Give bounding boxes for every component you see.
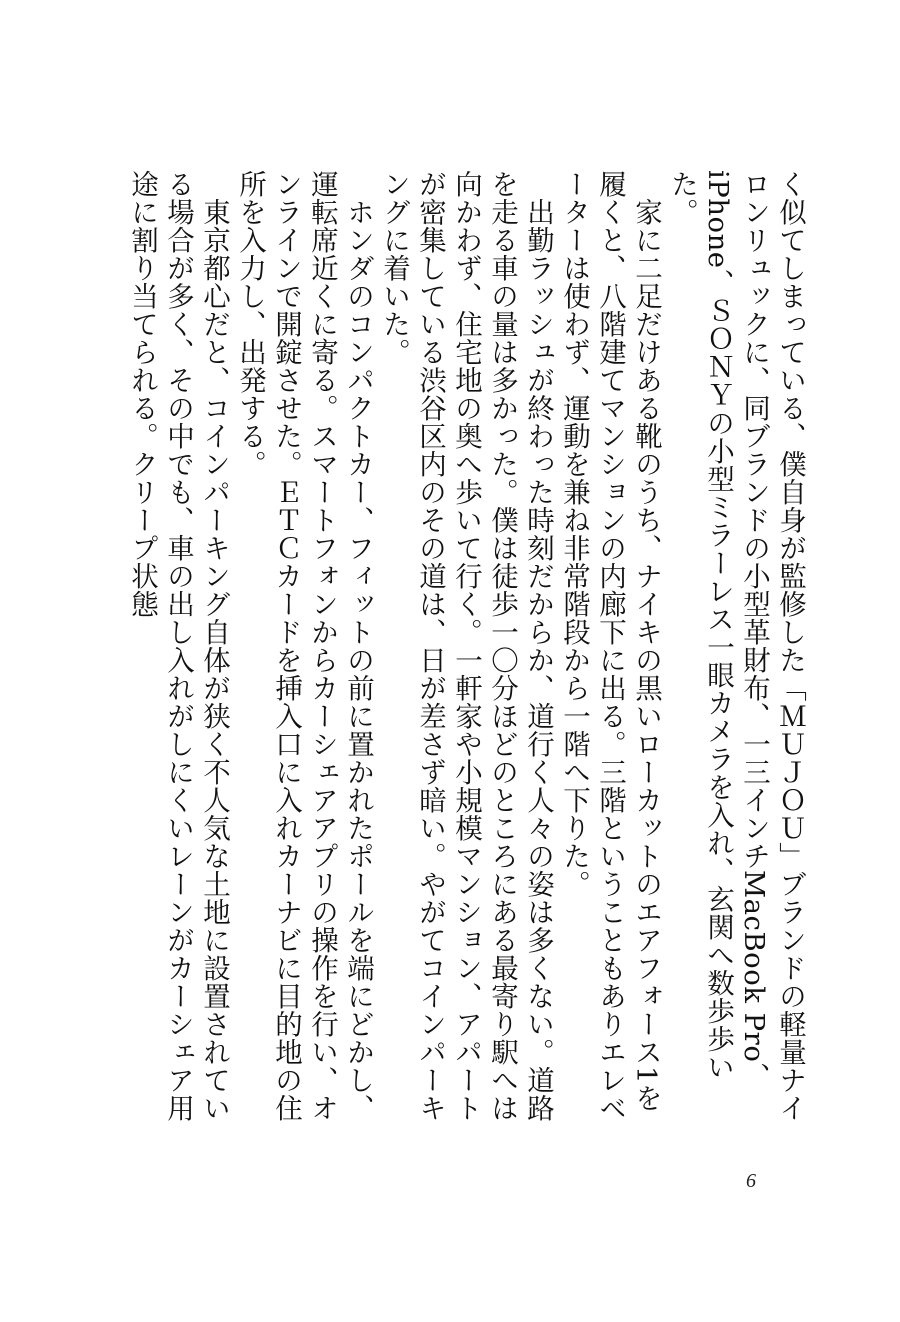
paragraph-2: 家に二足だけある靴のうち、ナイキの黒いローカットのエアフォース1を履くと、八階建てマンションの内廊下に出る。三階ということもありエレベーターは使わず、運動を兼ね非常階段から一階へ下りた。: [558, 170, 662, 1122]
paragraph-5: 東京都心だと、コインパーキング自体が狭く不人気な土地に設置されている場合が多く、その中でも、車の出し入れがしにくいレーンがカーシェア用途に割り当てられる。クリープ状態: [126, 170, 230, 1122]
paragraph-1: く似てしまっている、僕自身が監修した「ＭＵＪＯＵ」ブランドの軽量ナイロンリュックに、同ブランドの小型革財布、一三インチMacBook Pro、iPhone、ＳＯＮＹの小型ミラーレス一眼カメラを入れ、玄関へ数歩歩いた。: [666, 170, 806, 1122]
vertical-body-text: [108, 170, 808, 1130]
paragraph-3: 出勤ラッシュが終わった時刻だからか、道行く人々の姿は多くない。道路を走る車の量は多かった。僕は徒歩一〇分ほどのところにある最寄り駅へは向かわず、住宅地の奥へ歩いて行く。一軒家や小規模マンション、アパートが密集している渋谷区内のその道は、日が差さず暗い。やがてコインパーキングに着いた。: [378, 170, 554, 1122]
page-number: 6: [746, 1170, 756, 1192]
paragraph-4: ホンダのコンパクトカー、フィットの前に置かれたポールを端にどかし、運転席近くに寄る。スマートフォンからカーシェアアプリの操作を行い、オンラインで開錠させた。ＥＴＣカードを挿入口に入れカーナビに目的地の住所を入力し、出発する。: [234, 170, 374, 1122]
